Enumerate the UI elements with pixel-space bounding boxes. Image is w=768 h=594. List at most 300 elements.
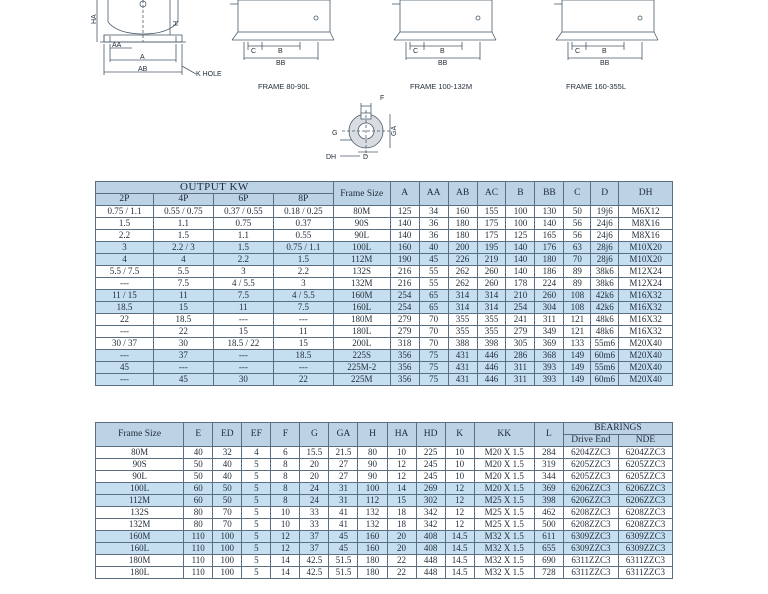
table-cell: M32 X 1.5 (474, 531, 534, 543)
table-cell: 311 (506, 374, 535, 386)
label-b-1: B (278, 48, 283, 55)
table-cell: 12 (271, 543, 300, 555)
table-row (96, 302, 673, 314)
table-row (96, 459, 673, 471)
table-cell: 269 (416, 483, 445, 495)
table-cell: 1.5 (153, 230, 213, 242)
table-cell: 356 (390, 362, 419, 374)
table-cell: 112M (96, 495, 184, 507)
table-cell: 18.5 (273, 350, 333, 362)
table-cell: 216 (390, 278, 419, 290)
table-cell: 37 (300, 531, 329, 543)
label-g: G (332, 130, 338, 137)
table-cell: 121 (564, 326, 591, 338)
col-header-hd: HD (416, 423, 445, 447)
table-cell: 398 (534, 495, 563, 507)
table-cell: 6208ZZC3 (618, 507, 672, 519)
col-header-2p: 2P (96, 194, 154, 206)
table-cell: 149 (564, 374, 591, 386)
col-header-ac: AC (477, 182, 506, 206)
table-cell: 0.37 (273, 218, 333, 230)
table-cell: --- (153, 362, 213, 374)
table-cell: 14.5 (445, 531, 474, 543)
table-cell: 431 (448, 374, 477, 386)
table-cell: 18 (387, 507, 416, 519)
table-cell: --- (213, 350, 273, 362)
table-cell: 4 / 5.5 (273, 290, 333, 302)
table-cell: 224 (535, 278, 564, 290)
frame-size-header-2: Frame Size (96, 423, 184, 447)
label-ga: GA (391, 125, 398, 136)
label-b-2: B (440, 48, 445, 55)
table-cell: 302 (416, 495, 445, 507)
table-cell: 180M (96, 555, 184, 567)
label-c-3: C (575, 48, 581, 55)
table-cell: 70 (213, 519, 242, 531)
table-cell: 30 (213, 374, 273, 386)
table-row (96, 230, 673, 242)
table-cell: 6206ZZC3 (618, 495, 672, 507)
table-cell: 10 (271, 519, 300, 531)
table-cell: M20X40 (619, 350, 673, 362)
table-cell: 446 (477, 362, 506, 374)
table-cell: 160M (96, 531, 184, 543)
col-header-b: B (506, 182, 535, 206)
table-cell: 140 (506, 266, 535, 278)
table-cell: 18.5 (96, 302, 154, 314)
table-cell: 132M (333, 278, 390, 290)
table-cell: 6205ZZC3 (563, 459, 618, 471)
table-cell: 18.5 / 22 (213, 338, 273, 350)
table-cell: 5 (242, 519, 271, 531)
table-cell: 226 (448, 254, 477, 266)
table-cell: 28j6 (591, 254, 619, 266)
table-cell: 6208ZZC3 (563, 519, 618, 531)
table-cell: 56 (564, 218, 591, 230)
table-cell: 5 (242, 495, 271, 507)
col-header-bb: BB (535, 182, 564, 206)
table-cell: 24 (300, 495, 329, 507)
label-aa: AA (112, 42, 122, 49)
table-cell: 369 (534, 483, 563, 495)
table-cell: 6205ZZC3 (618, 459, 672, 471)
table-cell: 6204ZZC3 (618, 447, 672, 459)
table-cell: 304 (535, 302, 564, 314)
table-cell: 24j6 (591, 218, 619, 230)
table-cell: 14 (271, 555, 300, 567)
table-cell: 11 (273, 326, 333, 338)
table-cell: 398 (477, 338, 506, 350)
table-cell: 55 (419, 278, 448, 290)
table-cell: 12 (271, 531, 300, 543)
table-cell: 60 (184, 483, 213, 495)
table-cell: 368 (535, 350, 564, 362)
table-cell: 7.5 (153, 278, 213, 290)
table-cell: 6206ZZC3 (618, 483, 672, 495)
table-cell: 12 (445, 495, 474, 507)
table-cell: 90S (333, 218, 390, 230)
table-cell: 60m6 (591, 374, 619, 386)
frame-dimensions-table (95, 422, 673, 579)
table-cell: 225 (416, 447, 445, 459)
table-cell: M6X12 (619, 206, 673, 218)
table-cell: 8 (271, 483, 300, 495)
table-cell: M10X20 (619, 254, 673, 266)
table-cell: 45 (153, 374, 213, 386)
table-cell: 5 (242, 567, 271, 579)
table-cell: 40 (184, 447, 213, 459)
output-kw-header: OUTPUT KW (96, 182, 334, 194)
table-row (96, 555, 673, 567)
table-cell: 90L (96, 471, 184, 483)
col-header-l: L (534, 423, 563, 447)
col-header-ha: HA (387, 423, 416, 447)
table-cell: M8X16 (619, 218, 673, 230)
label-bb-2: BB (438, 60, 448, 67)
table-cell: 75 (419, 350, 448, 362)
table-cell: M32 X 1.5 (474, 555, 534, 567)
shaft-section-drawing (340, 103, 390, 156)
table-cell: 5 (242, 459, 271, 471)
table-cell: 225S (333, 350, 390, 362)
table-cell: 286 (506, 350, 535, 362)
table-cell: 20 (387, 543, 416, 555)
table-cell: 37 (153, 350, 213, 362)
table-cell: 462 (534, 507, 563, 519)
label-dh: DH (326, 154, 337, 161)
table-cell: 15.5 (300, 447, 329, 459)
table-cell: 70 (419, 326, 448, 338)
table-cell: 100L (333, 242, 390, 254)
table-cell: 10 (445, 447, 474, 459)
table-cell: 50 (564, 206, 591, 218)
table-cell: 50 (184, 459, 213, 471)
table-cell: 22 (387, 555, 416, 567)
table-cell: M32 X 1.5 (474, 543, 534, 555)
table-cell: 5.5 (153, 266, 213, 278)
table-cell: 80M (333, 206, 390, 218)
table-cell: 4 (96, 254, 154, 266)
table-cell: M20X40 (619, 362, 673, 374)
table-cell: 356 (390, 350, 419, 362)
table-cell: 80 (358, 447, 387, 459)
table-cell: 6309ZZC3 (563, 531, 618, 543)
table-cell: 6206ZZC3 (563, 483, 618, 495)
table-cell: 180M (333, 314, 390, 326)
table-cell: 0.55 / 0.75 (153, 206, 213, 218)
table-cell: 254 (506, 302, 535, 314)
table-cell: 349 (535, 326, 564, 338)
drive-end-header: Drive End (563, 435, 618, 447)
table-cell: 448 (416, 555, 445, 567)
table-cell: 36 (419, 218, 448, 230)
table-cell: 11 (153, 290, 213, 302)
table-cell: 5.5 / 7.5 (96, 266, 154, 278)
table-cell: 690 (534, 555, 563, 567)
table-cell: 1.1 (153, 218, 213, 230)
table-cell: 160L (96, 543, 184, 555)
label-h: H (173, 20, 180, 26)
col-header-kk: KK (474, 423, 534, 447)
table-cell: 279 (390, 326, 419, 338)
table-cell: 132 (358, 519, 387, 531)
table-cell: 75 (419, 374, 448, 386)
table-cell: 18.5 (153, 314, 213, 326)
table-cell: 355 (448, 326, 477, 338)
table-cell: 180 (358, 555, 387, 567)
table-cell: 279 (390, 314, 419, 326)
table-cell: 10 (271, 507, 300, 519)
table-cell: 219 (477, 254, 506, 266)
table-cell: 1.5 (96, 218, 154, 230)
table-cell: 40 (213, 459, 242, 471)
table-cell: 41 (329, 519, 358, 531)
table-cell: 190 (390, 254, 419, 266)
table-cell: 12 (445, 507, 474, 519)
table-cell: 140 (390, 218, 419, 230)
table-cell: 3 (96, 242, 154, 254)
table-cell: 319 (534, 459, 563, 471)
col-header-aa: AA (419, 182, 448, 206)
table-row (96, 507, 673, 519)
table-cell: 225M-2 (333, 362, 390, 374)
table-cell: 24 (300, 483, 329, 495)
table-cell: 7.5 (273, 302, 333, 314)
table-cell: --- (273, 314, 333, 326)
table-cell: 70 (213, 507, 242, 519)
output-table-body (96, 206, 673, 386)
table-cell: --- (96, 350, 154, 362)
table-cell: 45 (96, 362, 154, 374)
table-cell: 160 (448, 206, 477, 218)
table-cell: 149 (564, 350, 591, 362)
label-d: D (363, 154, 369, 161)
table-cell: M8X16 (619, 230, 673, 242)
table-cell: 108 (564, 290, 591, 302)
table-cell: 133 (564, 338, 591, 350)
table-cell: 200 (448, 242, 477, 254)
table-cell: 14 (271, 567, 300, 579)
table-cell: M25 X 1.5 (474, 495, 534, 507)
table-cell: 19j6 (591, 206, 619, 218)
table-cell: 50 (184, 471, 213, 483)
output-dimensions-table (95, 181, 673, 386)
table-cell: 2.2 (96, 230, 154, 242)
table-cell: 80 (184, 507, 213, 519)
front-view-drawing (97, 0, 196, 75)
label-ab: AB (138, 66, 148, 73)
table-cell: 132S (333, 266, 390, 278)
table-cell: 8 (271, 471, 300, 483)
table-cell: 45 (329, 543, 358, 555)
table-cell: 10 (387, 447, 416, 459)
frame-table-body (96, 447, 673, 579)
table-cell: 180L (333, 326, 390, 338)
table-cell: 149 (564, 362, 591, 374)
table-cell: 408 (416, 531, 445, 543)
table-cell: 70 (419, 338, 448, 350)
table-cell: 186 (535, 266, 564, 278)
table-cell: 2.2 (273, 266, 333, 278)
table-cell: 180 (535, 254, 564, 266)
table-cell: 41 (329, 507, 358, 519)
table-cell: 200L (333, 338, 390, 350)
table-cell: 254 (390, 302, 419, 314)
table-cell: 314 (477, 302, 506, 314)
table-cell: 12 (387, 471, 416, 483)
table-row (96, 350, 673, 362)
label-ha: HA (91, 14, 98, 24)
table-cell: 2.2 (213, 254, 273, 266)
table-cell: 5 (242, 483, 271, 495)
table-cell: 279 (506, 326, 535, 338)
table-cell: 10 (445, 459, 474, 471)
table-cell: 225M (333, 374, 390, 386)
table-cell: 195 (477, 242, 506, 254)
table-cell: 38k6 (591, 266, 619, 278)
table-row (96, 278, 673, 290)
table-cell: 89 (564, 278, 591, 290)
caption-frame-160-355l: FRAME 160-355L (566, 82, 627, 91)
table-cell: 132 (358, 507, 387, 519)
table-cell: 12 (387, 459, 416, 471)
table-cell: 254 (390, 290, 419, 302)
table-cell: 3 (213, 266, 273, 278)
table-cell: --- (96, 278, 154, 290)
table-cell: 45 (419, 254, 448, 266)
table-cell: 260 (477, 278, 506, 290)
table-cell: M16X32 (619, 314, 673, 326)
table-cell: M10X20 (619, 242, 673, 254)
table-cell: 5 (242, 531, 271, 543)
table-cell: 176 (535, 242, 564, 254)
table-cell: 80M (96, 447, 184, 459)
table-row (96, 314, 673, 326)
table-cell: 100 (213, 555, 242, 567)
table-cell: 80 (184, 519, 213, 531)
col-header-dh: DH (619, 182, 673, 206)
table-cell: 210 (506, 290, 535, 302)
col-header-h: H (358, 423, 387, 447)
table-cell: 24j6 (591, 230, 619, 242)
table-cell: 388 (448, 338, 477, 350)
table-cell: 6 (271, 447, 300, 459)
table-row (96, 290, 673, 302)
table-cell: 314 (477, 290, 506, 302)
table-cell: 4 (242, 447, 271, 459)
table-cell: 60 (184, 495, 213, 507)
table-cell: 125 (506, 230, 535, 242)
label-c-1: C (251, 48, 257, 55)
nde-header: NDE (618, 435, 672, 447)
table-cell: 165 (535, 230, 564, 242)
table-cell: --- (273, 362, 333, 374)
table-cell: 65 (419, 302, 448, 314)
table-cell: 10 (445, 471, 474, 483)
table-cell: 160L (333, 302, 390, 314)
table-cell: 12 (445, 519, 474, 531)
table-cell: 89 (564, 266, 591, 278)
col-header-8p: 8P (273, 194, 333, 206)
table-cell: 33 (300, 519, 329, 531)
caption-frame-100-132m: FRAME 100-132M (410, 82, 473, 91)
table-cell: M25 X 1.5 (474, 519, 534, 531)
table-cell: 34 (419, 206, 448, 218)
col-header-d: D (591, 182, 619, 206)
table-cell: 110 (184, 567, 213, 579)
table-cell: 311 (506, 362, 535, 374)
table-cell: 655 (534, 543, 563, 555)
label-bb-3: BB (600, 60, 610, 67)
table-row (96, 543, 673, 555)
table-cell: 1.1 (213, 230, 273, 242)
table-row (96, 206, 673, 218)
table-cell: 6311ZZC3 (563, 555, 618, 567)
table-cell: M20 X 1.5 (474, 471, 534, 483)
table-row (96, 374, 673, 386)
table-cell: 3 (273, 278, 333, 290)
table-row (96, 242, 673, 254)
table-row (96, 326, 673, 338)
bearings-header: BEARINGS (563, 423, 672, 435)
table-cell: 262 (448, 278, 477, 290)
table-cell: 0.18 / 0.25 (273, 206, 333, 218)
table-cell: 5 (242, 507, 271, 519)
table-cell: 311 (535, 314, 564, 326)
table-cell: 18 (387, 519, 416, 531)
table-cell: 140 (390, 230, 419, 242)
table-cell: 0.75 (213, 218, 273, 230)
label-f: F (380, 95, 385, 102)
table-cell: 0.55 (273, 230, 333, 242)
table-cell: 160 (390, 242, 419, 254)
table-cell: 355 (448, 314, 477, 326)
table-cell: 448 (416, 567, 445, 579)
table-cell: M12X24 (619, 266, 673, 278)
table-cell: 30 / 37 (96, 338, 154, 350)
table-cell: --- (96, 374, 154, 386)
table-cell: 130 (535, 206, 564, 218)
table-cell: 6205ZZC3 (563, 471, 618, 483)
label-a: A (140, 54, 145, 61)
table-cell: 8 (271, 495, 300, 507)
col-header-ef: EF (242, 423, 271, 447)
table-cell: 0.37 / 0.55 (213, 206, 273, 218)
table-cell: 241 (506, 314, 535, 326)
table-cell: 1.5 (213, 242, 273, 254)
table-row (96, 218, 673, 230)
table-cell: 155 (477, 206, 506, 218)
table-cell: 7.5 (213, 290, 273, 302)
table-cell: 40 (213, 471, 242, 483)
table-cell: 6208ZZC3 (563, 507, 618, 519)
table-cell: 100 (506, 206, 535, 218)
table-cell: 20 (300, 459, 329, 471)
table-cell: 65 (419, 290, 448, 302)
table-cell: 15 (213, 326, 273, 338)
table-cell: 245 (416, 459, 445, 471)
table-cell: 314 (448, 290, 477, 302)
table-cell: 175 (477, 230, 506, 242)
label-c-2: C (413, 48, 419, 55)
table-cell: 0.75 / 1.1 (96, 206, 154, 218)
table-cell: 33 (300, 507, 329, 519)
table-cell: M20X40 (619, 374, 673, 386)
table-cell: --- (96, 326, 154, 338)
table-cell: 90 (358, 459, 387, 471)
table-cell: 355 (477, 314, 506, 326)
table-cell: 21.5 (329, 447, 358, 459)
